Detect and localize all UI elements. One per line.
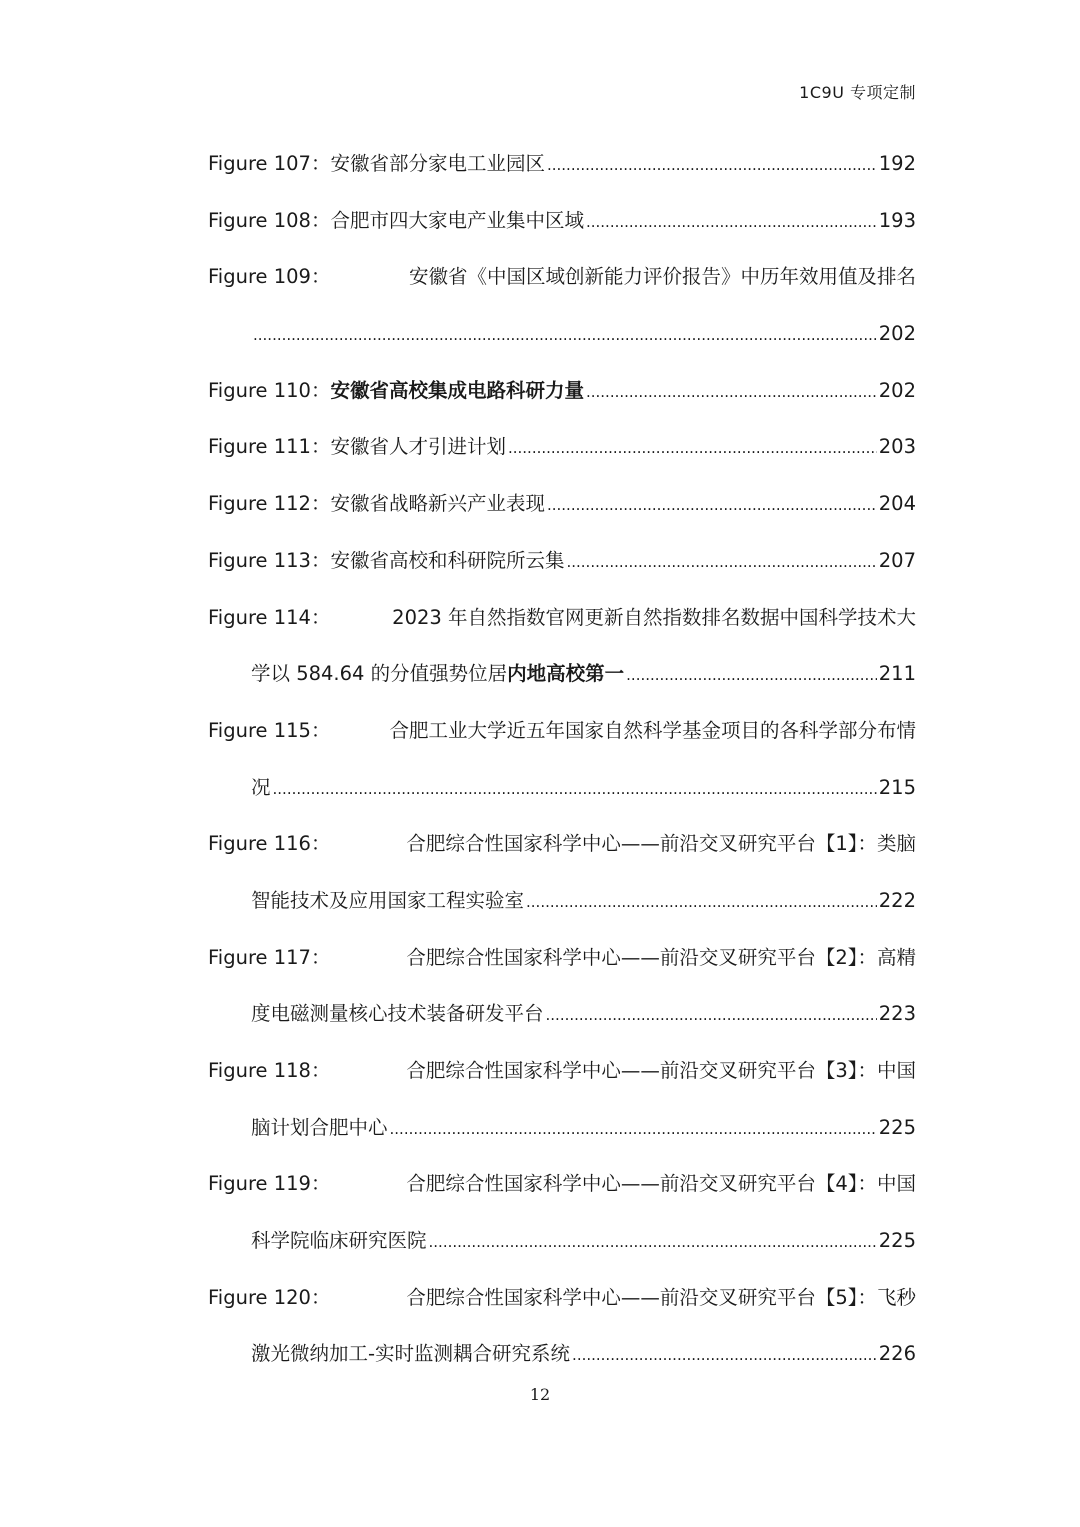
figure-label: Figure 120： [208,1285,331,1309]
header-tag: 1C9U 专项定制 [799,83,916,102]
page-ref: 225 [878,1229,916,1253]
figure-title-line1: 合肥综合性国家科学中心——前沿交叉研究平台【1】：类脑 [406,832,916,856]
page-ref: 223 [878,1002,916,1026]
figure-title-line1: 安徽省《中国区域创新能力评价报告》中历年效用值及排名 [408,265,916,289]
page-number: 12 [529,1385,551,1404]
figure-title-line2: 激光微纳加工-实时监测耦合研究系统 [251,1342,571,1366]
figure-title-line2: 度电磁测量核心技术装备研发平台 [251,1002,544,1026]
dot-leader [586,194,877,251]
toc-entry[interactable] [208,419,916,476]
dot-leader [508,420,877,477]
figure-title: 安徽省人才引进计划 [330,435,506,459]
figure-label: Figure 109： [208,265,331,289]
page-ref: 192 [878,152,916,175]
toc-entry-line1[interactable] [208,930,916,987]
toc-entry-line1[interactable] [208,703,916,760]
figure-label: Figure 118： [208,1059,331,1082]
toc-entry-line2[interactable] [208,1213,916,1270]
figure-list [208,136,916,1383]
figure-label: Figure 114： [208,605,331,629]
figure-title-line2 [251,646,624,703]
page-ref: 202 [878,378,916,402]
toc-entry-line2[interactable] [208,760,916,817]
dot-leader [526,874,877,931]
figure-title: 合肥市四大家电产业集中区域 [330,208,584,232]
toc-entry-line2[interactable] [208,1100,916,1157]
title-segment: 学以 584.64 的分值强势位居 [251,662,508,686]
toc-entry-line2[interactable] [208,646,916,703]
dot-leader [253,307,877,364]
figure-title: 安徽省战略新兴产业表现 [330,492,545,516]
dot-leader [546,987,877,1044]
figure-label: Figure 107： [208,152,331,175]
toc-entry-line1[interactable] [208,249,916,306]
title-segment-bold: 内地高校第一 [507,662,625,686]
dot-leader [566,534,876,591]
figure-label: Figure 113： [208,548,331,572]
page-ref: 222 [878,888,916,912]
page-ref: 203 [878,435,916,459]
figure-title-line1: 合肥综合性国家科学中心——前沿交叉研究平台【4】：中国 [406,1172,916,1196]
toc-entry-line1[interactable] [208,1270,916,1327]
toc-entry-line1[interactable] [208,816,916,873]
dot-leader [626,647,877,704]
toc-entry-line2[interactable] [208,986,916,1043]
figure-label: Figure 117： [208,945,331,969]
figure-title-line2: 脑计划合肥中心 [251,1115,388,1139]
toc-entry[interactable] [208,136,916,193]
dot-leader [547,477,877,534]
figure-title-line1: 合肥综合性国家科学中心——前沿交叉研究平台【5】：飞秒 [406,1285,916,1309]
dot-leader [429,1214,877,1271]
toc-entry[interactable] [208,533,916,590]
figure-title-line1: 合肥工业大学近五年国家自然科学基金项目的各科学部分布情 [389,718,916,742]
page-ref: 204 [878,492,916,516]
figure-title: 安徽省高校集成电路科研力量 [330,378,584,402]
toc-entry-line2[interactable] [208,1326,916,1383]
page-ref: 225 [878,1115,916,1139]
figure-title-line1: 2023 年自然指数官网更新自然指数排名数据中国科学技术大 [392,605,916,629]
figure-title-line1: 合肥综合性国家科学中心——前沿交叉研究平台【3】：中国 [406,1059,916,1082]
figure-label: Figure 110： [208,378,331,402]
figure-title-line2: 科学院临床研究医院 [251,1229,427,1253]
figure-title-line2: 况 [251,775,271,799]
toc-entry[interactable] [208,476,916,533]
dot-leader [572,1327,877,1384]
page-ref: 211 [878,662,916,686]
dot-leader [547,137,877,194]
figure-label: Figure 116： [208,832,331,856]
toc-entry-line2[interactable] [208,873,916,930]
page-ref: 207 [878,548,916,572]
figure-label: Figure 108： [208,208,331,232]
page-ref: 193 [878,208,916,232]
toc-entry-line1[interactable] [208,590,916,647]
toc-entry-line1[interactable] [208,1156,916,1213]
figure-label: Figure 111： [208,435,331,459]
dot-leader [586,364,877,421]
dot-leader [273,761,877,818]
toc-entry-line2[interactable] [208,306,916,363]
toc-entry-line1[interactable] [208,1043,916,1100]
toc-entry[interactable] [208,363,916,420]
page-ref: 215 [878,775,916,799]
figure-label: Figure 112： [208,492,331,516]
page-ref: 202 [878,322,916,346]
page-ref: 226 [878,1342,916,1366]
figure-title: 安徽省部分家电工业园区 [330,152,545,175]
dot-leader [390,1101,877,1158]
figure-title-line1: 合肥综合性国家科学中心——前沿交叉研究平台【2】：高精 [406,945,916,969]
figure-title: 安徽省高校和科研院所云集 [330,548,565,572]
figure-label: Figure 115： [208,718,331,742]
figure-label: Figure 119： [208,1172,331,1196]
toc-entry[interactable] [208,193,916,250]
figure-title-line2: 智能技术及应用国家工程实验室 [251,888,525,912]
